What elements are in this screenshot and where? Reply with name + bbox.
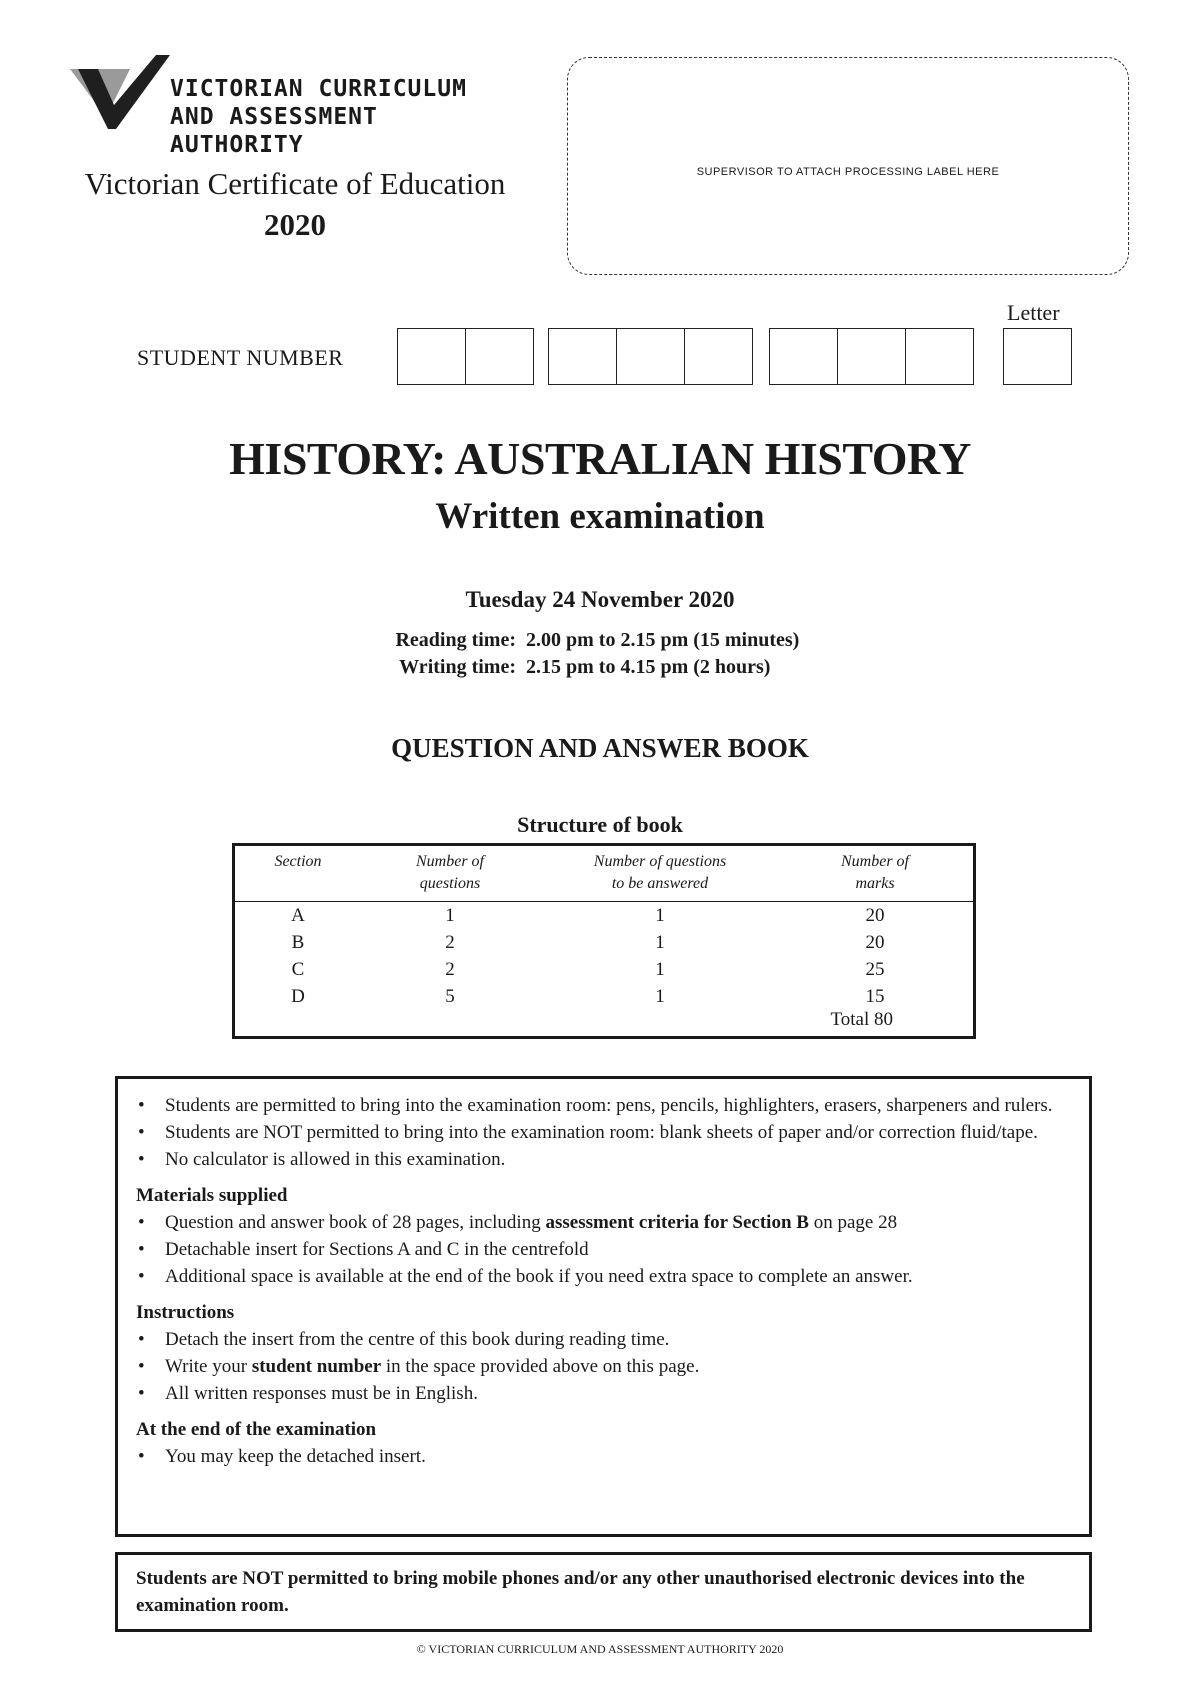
vcaa-logo bbox=[70, 55, 510, 158]
cell-questions: 2 bbox=[445, 932, 455, 953]
bullet-icon: • bbox=[138, 1356, 145, 1377]
cell-marks: 25 bbox=[865, 959, 885, 980]
total-marks: Total 80 bbox=[830, 1009, 893, 1030]
list-item-text: No calculator is allowed in this examination. bbox=[165, 1149, 506, 1170]
header-section bbox=[263, 851, 333, 873]
list-item-text: All written responses must be in English. bbox=[165, 1383, 478, 1404]
cell-to-answer: 1 bbox=[655, 905, 665, 926]
list-item bbox=[136, 1380, 1073, 1407]
org-line-2: AND ASSESSMENT AUTHORITY bbox=[170, 104, 378, 158]
header-line-2: marks bbox=[855, 875, 895, 892]
student-number-digit-box[interactable] bbox=[397, 328, 466, 385]
exam-subtitle: Written examination bbox=[435, 496, 765, 537]
header-line-1: Number of bbox=[841, 853, 909, 870]
certificate-title bbox=[60, 163, 530, 245]
list-item bbox=[136, 1263, 1073, 1290]
header-questions-to-answer bbox=[575, 851, 745, 895]
student-number-letter-box[interactable] bbox=[1003, 328, 1072, 385]
bullet-icon: • bbox=[138, 1122, 145, 1143]
cell-section: A bbox=[291, 905, 305, 926]
reading-time-label: Reading time: bbox=[395, 629, 516, 651]
organisation-name bbox=[170, 75, 510, 159]
list-item bbox=[136, 1146, 1073, 1173]
list-item-emphasis: assessment criteria for Section B bbox=[545, 1212, 809, 1233]
student-number-digit-box[interactable] bbox=[616, 328, 685, 385]
book-type: QUESTION AND ANSWER BOOK bbox=[391, 733, 809, 763]
copyright-notice: © VICTORIAN CURRICULUM AND ASSESSMENT AUTHORITY 2020 bbox=[416, 1642, 784, 1656]
student-number-digit-box[interactable] bbox=[684, 328, 753, 385]
header-line-1: Number of questions bbox=[593, 853, 727, 870]
student-number-digit-box[interactable] bbox=[769, 328, 838, 385]
list-item bbox=[136, 1326, 1073, 1353]
list-item-text: Detach the insert from the centre of this book during reading time. bbox=[165, 1329, 670, 1350]
list-item-text: Write your bbox=[165, 1356, 252, 1377]
instructions-list bbox=[136, 1326, 1073, 1407]
list-item-text: on page 28 bbox=[808, 1212, 898, 1233]
certificate-year: 2020 bbox=[264, 207, 326, 242]
writing-time-row bbox=[371, 654, 799, 681]
header-number-of-questions bbox=[390, 851, 510, 895]
header-section-line-1: Section bbox=[274, 853, 322, 870]
structure-title: Structure of book bbox=[517, 812, 683, 837]
bullet-icon: • bbox=[138, 1329, 145, 1350]
student-number-digit-box[interactable] bbox=[837, 328, 906, 385]
list-item-text: Detachable insert for Sections A and C in the centrefold bbox=[165, 1239, 589, 1260]
cell-section: C bbox=[291, 959, 305, 980]
mobile-phone-warning: Students are NOT permitted to bring mobile phones and/or any other unauthorised electronic devices into the examination room. bbox=[115, 1552, 1092, 1632]
list-item bbox=[136, 1119, 1073, 1146]
header-line-2: to be answered bbox=[611, 875, 709, 892]
list-item-text: Additional space is available at the end of the book if you need extra space to complete an answer. bbox=[165, 1266, 913, 1287]
vcaa-check-mark-icon bbox=[70, 55, 170, 135]
list-item bbox=[136, 1236, 1073, 1263]
materials-heading: Materials supplied bbox=[136, 1185, 288, 1206]
list-item-text: in the space provided above on this page. bbox=[381, 1356, 700, 1377]
certificate-name: Victorian Certificate of Education bbox=[84, 166, 506, 201]
bullet-icon: • bbox=[138, 1266, 145, 1287]
list-item bbox=[136, 1209, 1073, 1236]
structure-table-header bbox=[235, 846, 973, 902]
bullet-icon: • bbox=[138, 1446, 145, 1467]
end-of-exam-heading: At the end of the examination bbox=[136, 1419, 377, 1440]
cell-marks: 15 bbox=[865, 986, 885, 1007]
cell-questions: 5 bbox=[445, 986, 455, 1007]
bullet-icon: • bbox=[138, 1149, 145, 1170]
header-line-1: Number of bbox=[416, 853, 484, 870]
structure-table bbox=[232, 843, 976, 1039]
cell-section: D bbox=[291, 986, 305, 1007]
reading-time-row bbox=[371, 627, 799, 654]
bullet-icon: • bbox=[138, 1239, 145, 1260]
exam-rules-box bbox=[115, 1076, 1092, 1537]
exam-times bbox=[371, 627, 799, 681]
list-item bbox=[136, 1443, 1073, 1470]
cell-questions: 1 bbox=[445, 905, 455, 926]
cell-to-answer: 1 bbox=[655, 986, 665, 1007]
letter-label: Letter bbox=[1007, 300, 1060, 325]
cell-to-answer: 1 bbox=[655, 932, 665, 953]
materials-list bbox=[136, 1209, 1073, 1290]
cell-marks: 20 bbox=[865, 905, 885, 926]
processing-label-area bbox=[567, 57, 1129, 275]
bullet-icon: • bbox=[138, 1212, 145, 1233]
list-item bbox=[136, 1353, 1073, 1380]
exam-title: HISTORY: AUSTRALIAN HISTORY bbox=[229, 433, 971, 484]
student-number-digit-box[interactable] bbox=[905, 328, 974, 385]
end-of-exam-list bbox=[136, 1443, 1073, 1470]
writing-time-value: 2.15 pm to 4.15 pm (2 hours) bbox=[526, 656, 771, 678]
student-number-digit-box[interactable] bbox=[465, 328, 534, 385]
permitted-items-list bbox=[136, 1092, 1073, 1173]
cell-marks: 20 bbox=[865, 932, 885, 953]
bullet-icon: • bbox=[138, 1095, 145, 1116]
header-number-of-marks bbox=[815, 851, 935, 895]
exam-date: Tuesday 24 November 2020 bbox=[465, 587, 735, 612]
writing-time-label: Writing time: bbox=[399, 656, 516, 678]
org-line-1: VICTORIAN CURRICULUM bbox=[170, 76, 467, 102]
list-item-text: Students are permitted to bring into the examination room: pens, pencils, highlighters, erasers, sharpeners and rulers. bbox=[165, 1095, 1053, 1116]
cell-questions: 2 bbox=[445, 959, 455, 980]
processing-label-text: SUPERVISOR TO ATTACH PROCESSING LABEL HERE bbox=[696, 166, 1000, 178]
student-number-label: STUDENT NUMBER bbox=[137, 345, 344, 370]
cell-section: B bbox=[291, 932, 305, 953]
list-item-text: Question and answer book of 28 pages, including bbox=[165, 1212, 546, 1233]
bullet-icon: • bbox=[138, 1383, 145, 1404]
cell-to-answer: 1 bbox=[655, 959, 665, 980]
list-item-text: Students are NOT permitted to bring into the examination room: blank sheets of paper and/or correction fluid/tape. bbox=[165, 1122, 1038, 1143]
list-item bbox=[136, 1092, 1073, 1119]
reading-time-value: 2.00 pm to 2.15 pm (15 minutes) bbox=[526, 629, 800, 651]
student-number-digit-box[interactable] bbox=[548, 328, 617, 385]
list-item-emphasis: student number bbox=[251, 1356, 382, 1377]
list-item-text: You may keep the detached insert. bbox=[165, 1446, 426, 1467]
instructions-heading: Instructions bbox=[136, 1302, 235, 1323]
header-line-2: questions bbox=[419, 875, 481, 892]
